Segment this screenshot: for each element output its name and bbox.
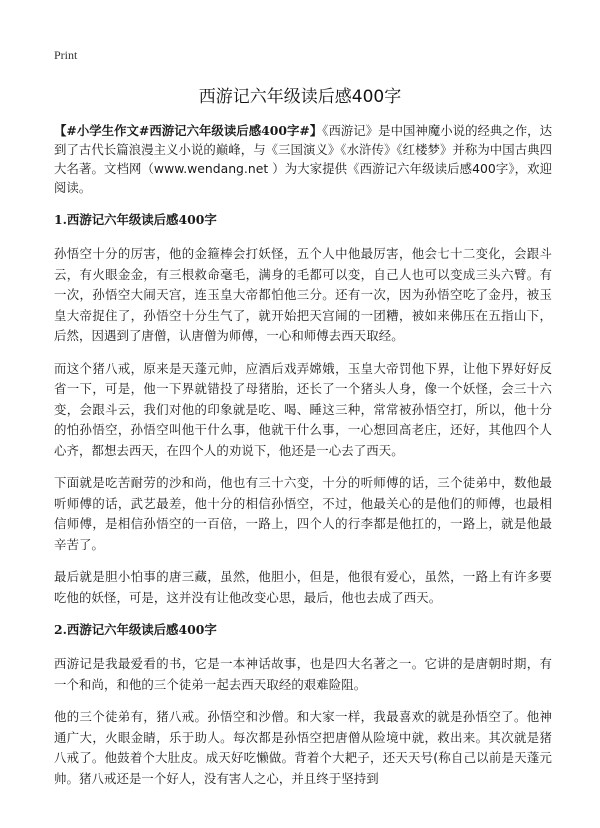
paragraph: 孙悟空十分的厉害，他的金箍棒会打妖怪，五个人中他最厉害，他会七十二变化，会跟斗云，有火眼金金，有三根救命毫毛，满身的毛都可以变，自己人也可以变成三头六臂。有一次，孙悟空大闹天宫，连玉皇大帝都怕他三分。还有一次，因为孙悟空吃了金丹，被玉皇大帝捉住了，孙悟空十分生气了，就开始把天宫闹的一团糟，被如来佛压在五指山下，后然，因遇到了唐僧，认唐僧为师傅，一心和师傅去西天取经。	[54, 246, 552, 343]
paragraph: 最后就是胆小怕事的唐三藏，虽然，他胆小，但是，他很有爱心，虽然，一路上有许多要吃他的妖怪，可是，这并没有让他改变心思，最后，他也去成了西天。	[54, 569, 552, 605]
intro-paragraph	[54, 121, 552, 197]
intro-tag: 【#小学生作文#西游记六年级读后感400字#】	[54, 123, 323, 138]
intro-text: 《西游记》是中国神魔小说的经典之作，达到了古代长篇浪漫主义小说的巅峰，与《三国演义》《水浒传》《红楼梦》并称为中国古典四大名著。文档网（www.wendang.net ）为大家提供《西游记六年级读后感400字》，欢迎阅读。	[54, 123, 552, 195]
paragraph: 下面就是吃苦耐劳的沙和尚，他也有三十六变，十分的听师傅的话，三个徒弟中，数他最听师傅的话，武艺最差，他十分的相信孙悟空，不过，他最关心的是他们的师傅，也最相信师傅，是相信孙悟空的一百倍，一路上，四个人的行李都是他扛的，一路上，就是他最辛苦了。	[54, 475, 552, 552]
page-title: 西游记六年级读后感400字	[198, 87, 402, 107]
paragraph: 他的三个徒弟有，猪八戒。孙悟空和沙僧。和大家一样，我最喜欢的就是孙悟空了。他神通广大，火眼金睛，乐于助人。每次都是孙悟空把唐僧从险境中就，救出来。其次就是猪八戒了。他鼓着个大肚皮。成天好吃懒做。背着个大耙子，还天天号(称自己以前是天蓬元帅。猪八戒还是一个好人，没有害人之心，并且终于坚持到	[54, 709, 552, 786]
section-heading-2: 2.西游记六年级读后感400字	[54, 622, 217, 637]
paragraph: 而这个猪八戒，原来是天蓬元帅，应酒后戏弄嫦娥，玉皇大帝罚他下界，让他下界好好反省一下，可是，他一下界就错投了母猪胎，还长了一个猪头人身，像一个妖怪，会三十六变，会跟斗云，我们对他的印象就是吃、喝、睡这三种，常常被孙悟空打，所以，他十分的怕孙悟空，孙悟空叫他干什么事，他就干什么事，一心想回高老庄，还好，其他四个人心齐，都想去西天，在四个人的劝说下，他还是一心去了西天。	[54, 360, 552, 458]
paragraph: 西游记是我最爱看的书，它是一本神话故事，也是四大名著之一。它讲的是唐朝时期，有一个和尚，和他的三个徒弟一起去西天取经的艰难险阻。	[54, 656, 552, 692]
section-heading-1: 1.西游记六年级读后感400字	[54, 212, 217, 227]
article-body	[54, 121, 552, 801]
print-link[interactable]: Print	[54, 48, 78, 62]
